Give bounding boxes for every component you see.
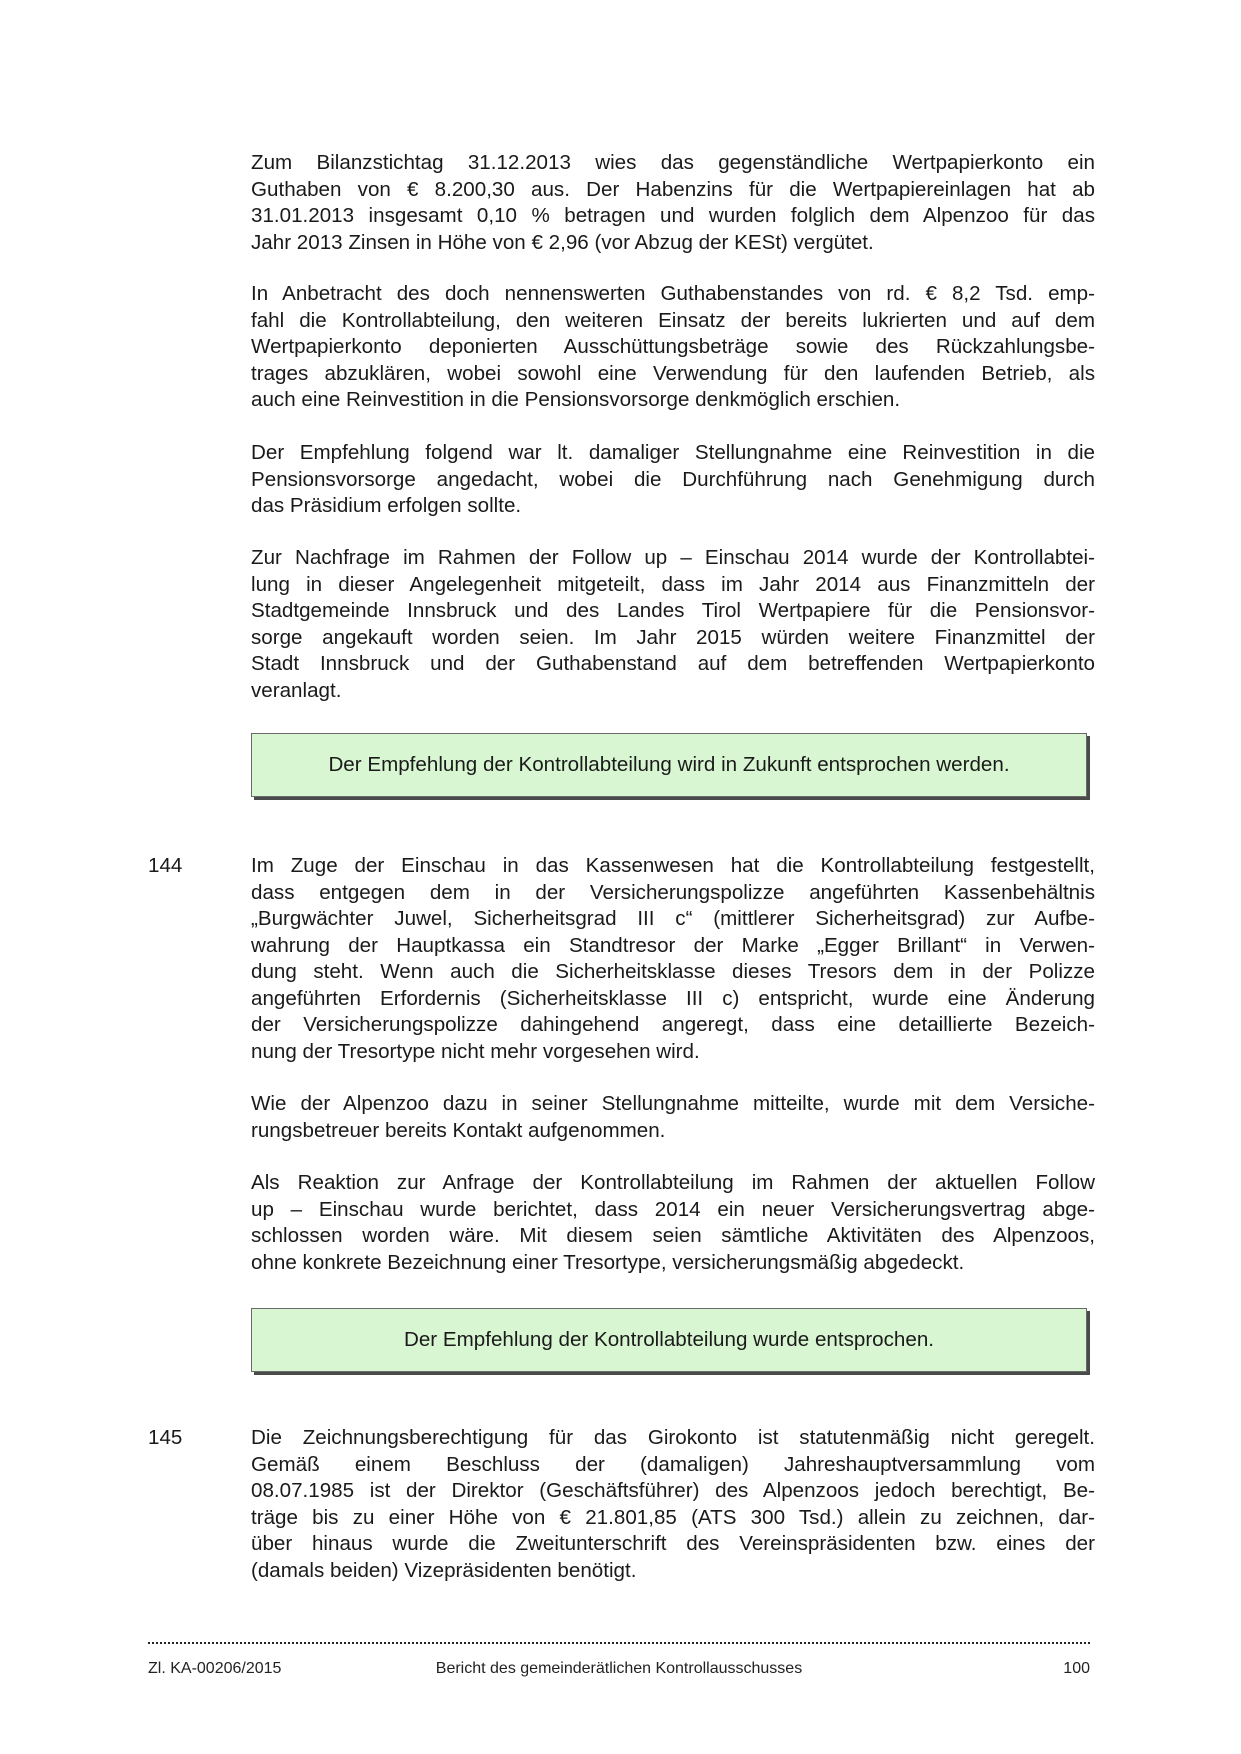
text-line: Jahr 2013 Zinsen in Höhe von € 2,96 (vor Abzug der KESt) vergütet. [251,230,874,254]
text-line: „Burgwächter Juwel, Sicherheitsgrad III c“ (mittlerer Sicherheitsgrad) zur Aufbe- [251,907,1095,930]
text-line: Stadtgemeinde Innsbruck und des Landes Tirol Wertpapiere für die Pensionsvor- [251,599,1095,622]
text-line: Als Reaktion zur Anfrage der Kontrollabteilung im Rahmen der aktuellen Follow [251,1171,1095,1194]
text-line: lung in dieser Angelegenheit mitgeteilt, dass im Jahr 2014 aus Finanzmitteln der [251,572,1095,596]
text-line: Pensionsvorsorge angedacht, wobei die Durchführung nach Genehmigung durch [251,467,1095,491]
paragraph-safe-insurance [251,853,1095,1065]
text-line: der Versicherungspolizze dahingehend angeregt, dass eine detaillierte Bezeich- [251,1013,1095,1036]
paragraph-new-contract [251,1170,1095,1276]
text-line: dung steht. Wenn auch die Sicherheitsklasse dieses Tresors dem in der Polizze [251,960,1095,983]
page-number: 100 [1063,1660,1090,1677]
text-line: Gemäß einem Beschluss der (damaligen) Jahreshauptversammlung vom [251,1452,1095,1476]
verdict-text: Der Empfehlung der Kontrollabteilung wird in Zukunft entsprochen werden. [328,753,1010,776]
verdict-text: Der Empfehlung der Kontrollabteilung wurde entsprochen. [403,1328,935,1351]
text-line: auch eine Reinvestition in die Pensionsvorsorge denkmöglich erschien. [251,388,901,411]
text-line: 31.01.2013 insgesamt 0,10 % betragen und wurden folglich dem Alpenzoo für das [251,204,1095,227]
text-line: ohne konkrete Bezeichnung einer Tresortype, versicherungsmäßig abgedeckt. [251,1250,965,1274]
text-line: rungsbetreuer bereits Kontakt aufgenommen. [251,1118,666,1142]
paragraph-securities-balance [251,150,1095,256]
verdict-box-future [251,733,1087,797]
paragraph-recommendation [251,281,1095,414]
text-line: dass entgegen dem in der Versicherungspolizze angeführten Kassenbehältnis [251,880,1095,904]
text-line: Der Empfehlung folgend war lt. damaliger Stellungnahme eine Reinvestition in die [251,441,1095,464]
paragraph-statement [251,440,1095,520]
text-line: Wie der Alpenzoo dazu in seiner Stellungnahme mitteilte, wurde mit dem Versiche- [251,1092,1095,1115]
text-line: nung der Tresortype nicht mehr vorgesehen wird. [251,1039,700,1063]
text-line: In Anbetracht des doch nennenswerten Guthabenstandes von rd. € 8,2 Tsd. emp- [251,282,1095,305]
paragraph-insurer-contact [251,1091,1095,1144]
text-line: veranlagt. [251,678,342,702]
text-line: trages abzuklären, wobei sowohl eine Verwendung für den laufenden Betrieb, als [251,361,1095,385]
text-line: up – Einschau wurde berichtet, dass 2014 ein neuer Versicherungsvertrag abge- [251,1197,1095,1221]
verdict-box-fulfilled [251,1308,1087,1372]
text-line: Wertpapierkonto deponierten Ausschüttungsbeträge sowie des Rückzahlungsbe- [251,335,1095,358]
text-line: Im Zuge der Einschau in das Kassenwesen hat die Kontrollabteilung festgestellt, [251,854,1095,877]
text-line: das Präsidium erfolgen sollte. [251,494,522,517]
text-line: Zum Bilanzstichtag 31.12.2013 wies das gegenständliche Wertpapierkonto ein [251,151,1095,174]
paragraph-number-145: 145 [148,1426,183,1449]
text-line: Guthaben von € 8.200,30 aus. Der Habenzins für die Wertpapiereinlagen hat ab [251,177,1095,201]
text-line: schlossen worden wäre. Mit diesem seien sämtliche Aktivitäten des Alpenzoos, [251,1224,1095,1247]
text-line: Die Zeichnungsberechtigung für das Girokonto ist statutenmäßig nicht geregelt. [251,1426,1095,1449]
paragraph-number-144: 144 [148,854,183,877]
text-line: Stadt Innsbruck und der Guthabenstand auf dem betreffenden Wertpapierkonto [251,652,1095,675]
footer-reference: Zl. KA-00206/2015 [148,1660,282,1677]
page-footer [148,1660,1090,1682]
paragraph-follow-up [251,545,1095,704]
text-line: sorge angekauft worden seien. Im Jahr 2015 würden weitere Finanzmittel der [251,625,1095,649]
text-line: Zur Nachfrage im Rahmen der Follow up – Einschau 2014 wurde der Kontrollabtei- [251,546,1095,569]
text-line: (damals beiden) Vizepräsidenten benötigt. [251,1558,637,1582]
text-line: 08.07.1985 ist der Direktor (Geschäftsführer) des Alpenzoos jedoch berechtigt, Be- [251,1479,1095,1502]
text-line: über hinaus wurde die Zweitunterschrift des Vereinspräsidenten bzw. eines der [251,1532,1095,1555]
footer-divider [148,1642,1090,1644]
footer-title: Bericht des gemeinderätlichen Kontrollausschusses [435,1660,803,1677]
text-line: angeführten Erfordernis (Sicherheitsklasse III c) entspricht, wurde eine Änderung [251,986,1095,1010]
text-line: wahrung der Hauptkassa ein Standtresor der Marke „Egger Brillant“ in Verwen- [251,933,1095,957]
paragraph-signing-authority [251,1425,1095,1584]
text-line: fahl die Kontrollabteilung, den weiteren Einsatz der bereits lukrierten und auf dem [251,308,1095,332]
text-line: träge bis zu einer Höhe von € 21.801,85 (ATS 300 Tsd.) allein zu zeichnen, dar- [251,1505,1095,1529]
